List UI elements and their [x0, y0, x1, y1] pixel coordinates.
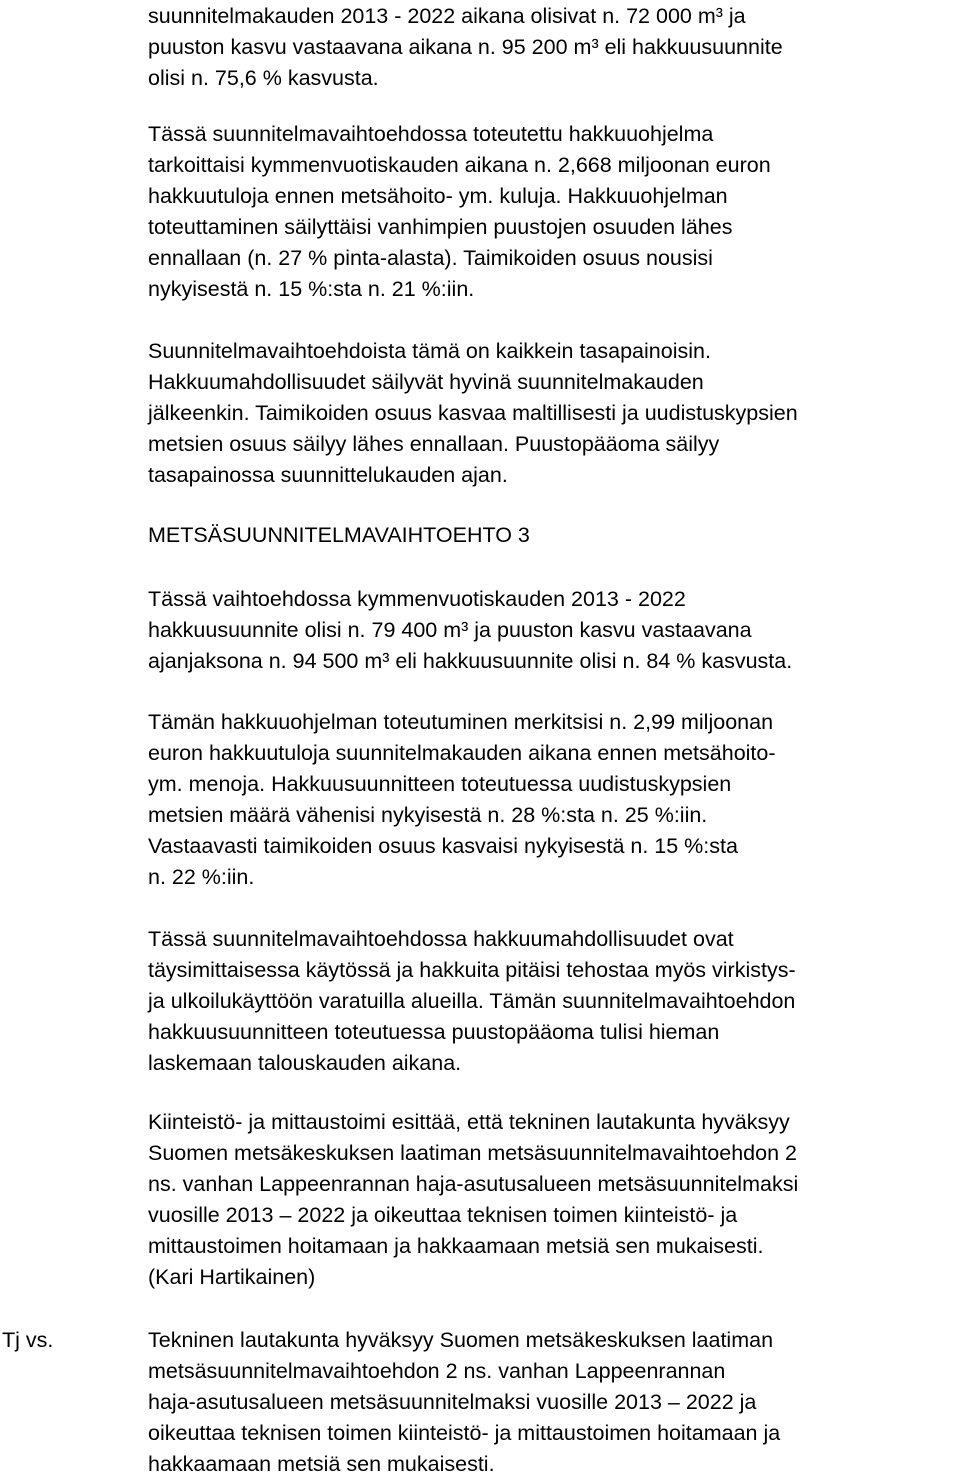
- heading-alternative-3: METSÄSUUNNITELMAVAIHTOEHTO 3: [148, 523, 530, 547]
- text-line: hakkuusuunnite olisi n. 79 400 m³ ja puuston kasvu vastaavana: [148, 618, 752, 642]
- text-line: puuston kasvu vastaavana aikana n. 95 200 m³ eli hakkuusuunnite: [148, 35, 783, 59]
- text-line: ennallaan (n. 27 % pinta-alasta). Taimikoiden osuus nousisi: [148, 246, 713, 270]
- text-line: euron hakkuutuloja suunnitelmakauden aikana ennen metsähoito-: [148, 741, 776, 765]
- text-line: oikeuttaa teknisen toimen kiinteistö- ja mittaustoimen hoitamaan ja: [148, 1421, 781, 1445]
- text-line: metsien määrä vähenisi nykyisestä n. 28 %:sta n. 25 %:iin.: [148, 803, 708, 827]
- text-line: hakkaamaan metsiä sen mukaisesti.: [148, 1452, 495, 1476]
- text-line: toteuttaminen säilyttäisi vanhimpien puustojen osuuden lähes: [148, 215, 733, 239]
- text-line: Tässä suunnitelmavaihtoehdossa hakkuumahdollisuudet ovat: [148, 927, 734, 951]
- text-line: (Kari Hartikainen): [148, 1265, 316, 1289]
- text-line: metsäsuunnitelmavaihtoehdon 2 ns. vanhan Lappeenrannan: [148, 1359, 726, 1383]
- text-line: ym. menoja. Hakkuusuunnitteen toteutuessa uudistuskypsien: [148, 772, 732, 796]
- paragraph-proposal: [148, 1107, 953, 1293]
- text-line: mittaustoimen hoitamaan ja hakkaamaan metsiä sen mukaisesti.: [148, 1234, 764, 1258]
- text-line: vuosille 2013 – 2022 ja oikeuttaa teknisen toimen kiinteistö- ja: [148, 1203, 738, 1227]
- text-line: Hakkuumahdollisuudet säilyvät hyvinä suunnitelmakauden: [148, 370, 704, 394]
- text-line: ajanjaksona n. 94 500 m³ eli hakkuusuunnite olisi n. 84 % kasvusta.: [148, 649, 793, 673]
- text-line: hakkuusuunnitteen toteutuessa puustopääoma tulisi hieman: [148, 1020, 720, 1044]
- paragraph-alternative-2-income: [148, 119, 953, 305]
- text-line: ns. vanhan Lappeenrannan haja-asutusalueen metsäsuunnitelmaksi: [148, 1172, 799, 1196]
- text-line: haja-asutusalueen metsäsuunnitelmaksi vuosille 2013 – 2022 ja: [148, 1390, 757, 1414]
- text-line: Tässä suunnitelmavaihtoehdossa toteutettu hakkuuohjelma: [148, 122, 714, 146]
- text-line: suunnitelmakauden 2013 - 2022 aikana olisivat n. 72 000 m³ ja: [148, 4, 746, 28]
- text-line: laskemaan talouskauden aikana.: [148, 1051, 462, 1075]
- paragraph-alternative-3-income: [148, 707, 953, 893]
- text-line: Suomen metsäkeskuksen laatiman metsäsuunnitelmavaihtoehdon 2: [148, 1141, 797, 1165]
- text-line: Tekninen lautakunta hyväksyy Suomen metsäkeskuksen laatiman: [148, 1328, 774, 1352]
- text-line: ja ulkoilukäyttöön varatuilla alueilla. Tämän suunnitelmavaihtoehdon: [148, 989, 796, 1013]
- paragraph-decision: [148, 1325, 953, 1480]
- text-line: n. 22 %:iin.: [148, 865, 255, 889]
- text-line: täysimittaisessa käytössä ja hakkuita pitäisi tehostaa myös virkistys-: [148, 958, 796, 982]
- text-line: hakkuutuloja ennen metsähoito- ym. kuluja. Hakkuuohjelman: [148, 184, 728, 208]
- text-line: olisi n. 75,6 % kasvusta.: [148, 66, 379, 90]
- decision-label: Tj vs.: [2, 1328, 54, 1352]
- text-line: Tämän hakkuuohjelman toteutuminen merkitsisi n. 2,99 miljoonan: [148, 710, 774, 734]
- text-line: tasapainossa suunnittelukauden ajan.: [148, 463, 508, 487]
- text-line: Tässä vaihtoehdossa kymmenvuotiskauden 2013 - 2022: [148, 587, 686, 611]
- text-line: tarkoittaisi kymmenvuotiskauden aikana n. 2,668 miljoonan euron: [148, 153, 771, 177]
- paragraph-alternative-3-assessment: [148, 924, 953, 1079]
- text-line: Vastaavasti taimikoiden osuus kasvaisi nykyisestä n. 15 %:sta: [148, 834, 738, 858]
- text-line: jälkeenkin. Taimikoiden osuus kasvaa maltillisesti ja uudistuskypsien: [148, 401, 798, 425]
- text-line: metsien osuus säilyy lähes ennallaan. Puustopääoma säilyy: [148, 432, 720, 456]
- text-line: Kiinteistö- ja mittaustoimi esittää, että tekninen lautakunta hyväksyy: [148, 1110, 790, 1134]
- text-line: Suunnitelmavaihtoehdoista tämä on kaikkein tasapainoisin.: [148, 339, 711, 363]
- paragraph-plan-volumes: [148, 1, 953, 94]
- section-heading: [148, 520, 953, 551]
- paragraph-balance-assessment: [148, 336, 953, 491]
- text-line: nykyisestä n. 15 %:sta n. 21 %:iin.: [148, 277, 475, 301]
- paragraph-alternative-3-volumes: [148, 584, 953, 677]
